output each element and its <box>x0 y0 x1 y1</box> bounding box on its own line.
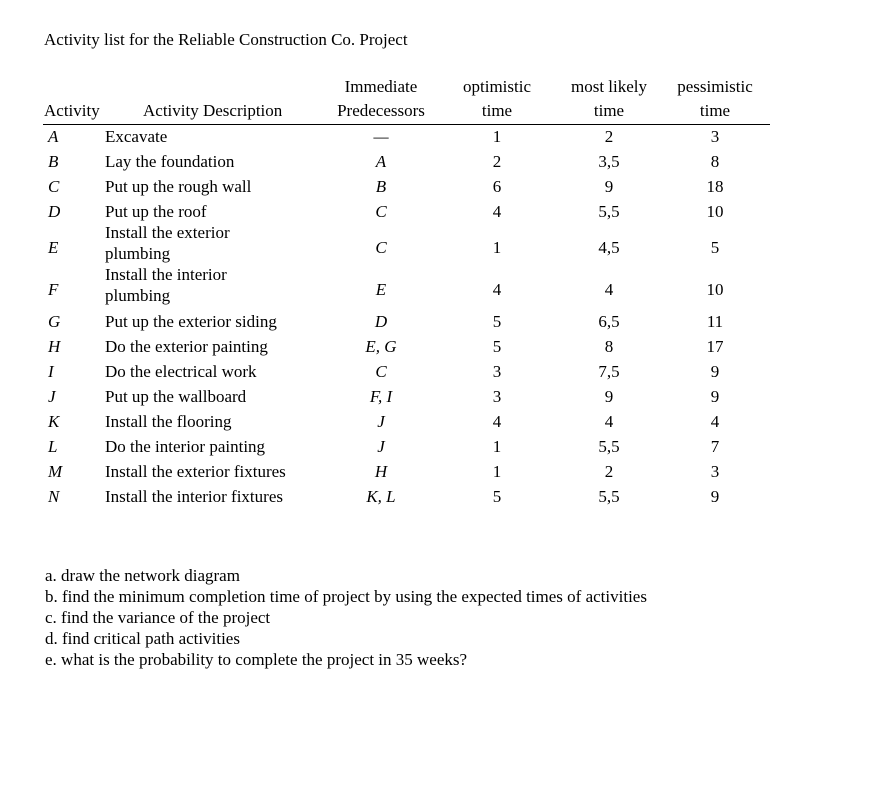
activity-code: G <box>48 312 61 331</box>
question-item: c. find the variance of the project <box>45 608 271 627</box>
activity-description: Put up the roof <box>105 202 207 221</box>
header-predecessors-line2: Predecessors <box>337 101 425 120</box>
header-optimistic-line2: time <box>481 101 513 120</box>
most-likely-time: 6,5 <box>598 312 620 331</box>
header-most-likely-line2: time <box>593 101 625 120</box>
most-likely-time: 4 <box>604 280 614 299</box>
pessimistic-time: 9 <box>710 387 720 406</box>
activity-code: H <box>48 337 61 356</box>
pessimistic-time: 9 <box>710 487 720 506</box>
optimistic-time: 1 <box>492 238 502 257</box>
header-activity: Activity <box>44 101 100 120</box>
immediate-predecessors: J <box>377 437 385 456</box>
optimistic-time: 5 <box>492 337 502 356</box>
header-most-likely-line1: most likely <box>570 77 648 96</box>
immediate-predecessors: F, I <box>369 387 393 406</box>
most-likely-time: 9 <box>604 177 614 196</box>
most-likely-time: 4 <box>604 412 614 431</box>
immediate-predecessors: B <box>375 177 387 196</box>
pessimistic-time: 3 <box>710 462 720 481</box>
pessimistic-time: 4 <box>710 412 720 431</box>
header-optimistic-line1: optimistic <box>463 77 531 96</box>
activity-description: Install the flooring <box>105 412 232 431</box>
optimistic-time: 3 <box>492 362 502 381</box>
activity-description: Do the electrical work <box>105 362 257 381</box>
header-predecessors-line1: Immediate <box>344 77 418 96</box>
question-item: a. draw the network diagram <box>45 566 240 585</box>
immediate-predecessors: H <box>374 462 388 481</box>
question-item: b. find the minimum completion time of project by using the expected times of activities <box>45 587 647 606</box>
activity-code: F <box>48 280 59 299</box>
activity-description: plumbing <box>105 286 171 305</box>
header-divider <box>43 124 770 125</box>
optimistic-time: 4 <box>492 412 502 431</box>
immediate-predecessors: D <box>374 312 388 331</box>
pessimistic-time: 11 <box>706 312 724 331</box>
optimistic-time: 4 <box>492 202 502 221</box>
activity-description: Install the exterior fixtures <box>105 462 286 481</box>
most-likely-time: 5,5 <box>598 487 620 506</box>
activity-description: Do the exterior painting <box>105 337 268 356</box>
optimistic-time: 1 <box>492 437 502 456</box>
optimistic-time: 3 <box>492 387 502 406</box>
pessimistic-time: 7 <box>710 437 720 456</box>
immediate-predecessors: C <box>375 238 387 257</box>
pessimistic-time: 10 <box>706 280 724 299</box>
activity-code: I <box>48 362 54 381</box>
header-pessimistic-line1: pessimistic <box>677 77 753 96</box>
optimistic-time: 6 <box>492 177 502 196</box>
pessimistic-time: 9 <box>710 362 720 381</box>
document-title: Activity list for the Reliable Construction Co. Project <box>44 30 408 49</box>
header-pessimistic-line2: time <box>699 101 731 120</box>
most-likely-time: 2 <box>604 127 614 146</box>
question-item: d. find critical path activities <box>45 629 240 648</box>
activity-description: Install the interior <box>105 265 227 284</box>
activity-description: Excavate <box>105 127 168 146</box>
pessimistic-time: 17 <box>706 337 724 356</box>
most-likely-time: 2 <box>604 462 614 481</box>
most-likely-time: 7,5 <box>598 362 620 381</box>
most-likely-time: 5,5 <box>598 437 620 456</box>
activity-code: A <box>48 127 59 146</box>
activity-code: J <box>48 387 56 406</box>
optimistic-time: 5 <box>492 312 502 331</box>
activity-code: L <box>48 437 58 456</box>
optimistic-time: 1 <box>492 462 502 481</box>
pessimistic-time: 3 <box>710 127 720 146</box>
immediate-predecessors: A <box>375 152 387 171</box>
activity-code: N <box>48 487 60 506</box>
activity-description: Put up the exterior siding <box>105 312 277 331</box>
activity-code: E <box>48 238 59 257</box>
immediate-predecessors: E, G <box>365 337 397 356</box>
pessimistic-time: 18 <box>706 177 724 196</box>
optimistic-time: 1 <box>492 127 502 146</box>
activity-description: Lay the foundation <box>105 152 235 171</box>
question-item: e. what is the probability to complete the project in 35 weeks? <box>45 650 468 669</box>
immediate-predecessors: E <box>375 280 387 299</box>
most-likely-time: 5,5 <box>598 202 620 221</box>
activity-description: Install the interior fixtures <box>105 487 283 506</box>
most-likely-time: 8 <box>604 337 614 356</box>
activity-description: Put up the wallboard <box>105 387 247 406</box>
activity-code: D <box>48 202 61 221</box>
most-likely-time: 4,5 <box>598 238 620 257</box>
optimistic-time: 2 <box>492 152 502 171</box>
immediate-predecessors: K, L <box>366 487 396 506</box>
optimistic-time: 5 <box>492 487 502 506</box>
pessimistic-time: 10 <box>706 202 724 221</box>
activity-code: B <box>48 152 59 171</box>
activity-description: Put up the rough wall <box>105 177 252 196</box>
header-description: Activity Description <box>143 101 283 120</box>
activity-code: M <box>48 462 63 481</box>
most-likely-time: 9 <box>604 387 614 406</box>
activity-description: plumbing <box>105 244 171 263</box>
most-likely-time: 3,5 <box>598 152 620 171</box>
immediate-predecessors: J <box>377 412 385 431</box>
immediate-predecessors: C <box>375 362 387 381</box>
activity-code: C <box>48 177 60 196</box>
pessimistic-time: 8 <box>710 152 720 171</box>
immediate-predecessors: C <box>375 202 387 221</box>
activity-description: Do the interior painting <box>105 437 266 456</box>
pessimistic-time: 5 <box>710 238 720 257</box>
immediate-predecessors: — <box>373 127 389 146</box>
activity-description: Install the exterior <box>105 223 230 242</box>
activity-code: K <box>48 412 60 431</box>
optimistic-time: 4 <box>492 280 502 299</box>
